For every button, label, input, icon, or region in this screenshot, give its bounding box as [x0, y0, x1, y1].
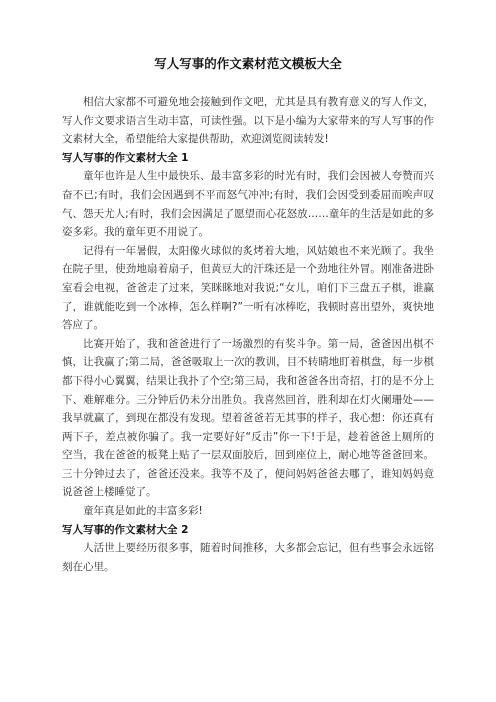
section-1-paragraph-4: 童年真是如此的丰富多彩! — [83, 505, 203, 518]
section-1-paragraph-2: 记得有一年暑假，太阳像火球似的炙烤着大地，风姑娘也不来光顾了。我坐在院子里，使劲地扇着扇子，但黄豆大的汗珠还是一个劲地往外冒。刚准备进卧室看会电视，爸爸走了过来，笑眯眯地对我说;“女儿，咱们下三盘五子棋，谁赢了，谁就能吃到一个冰棒，怎么样啊?”一听有冰棒吃，我顿时喜出望外，爽快地答应了。 — [62, 244, 434, 332]
section-1-paragraph-1: 童年也许是人生中最快乐、最丰富多彩的时光有时，我们会因被人夸赞而兴奋不已;有时，我们会因遇到不平而怒气冲冲;有时，我们会因受到委屈而唉声叹气、怨天尤人;有时，我们会因满足了愿望而心花怒放……童年的生活是如此的多姿多彩。我的童年更不用说了。 — [62, 170, 434, 239]
document-title: 写人写事的作文素材范文模板大全 — [154, 56, 342, 71]
document-body — [62, 93, 434, 576]
section-2-heading: 写人写事的作文素材大全 2 — [62, 523, 189, 536]
intro-paragraph: 相信大家都不可避免地会接触到作文吧，尤其是具有教育意义的写人作文，写人作文要求语言生动丰富，可读性强。以下是小编为大家带来的写人写事的作文素材大全，希望能给大家提供帮助，欢迎浏览阅读转发! — [62, 96, 434, 146]
section-2-paragraph-1: 人活世上要经历很多事，随着时间推移，大多都会忘记，但有些事会永远铭刻在心里。 — [62, 542, 434, 573]
section-1-paragraph-3: 比赛开始了，我和爸爸进行了一场激烈的有奖斗争。第一局，爸爸因出棋不慎，让我赢了;第二局，爸爸吸取上一次的教训，目不转睛地盯着棋盘，每一步棋都下得小心翼翼，结果让我扑了个空;第三局，我和爸爸各出奇招，打的是不分上下、难解难分。三分钟后仍未分出胜负。我喜然回首，胜利却在灯火阑珊处——我早就赢了，到现在都没有发现。望着爸爸若无其事的样子，我心想：你还真有两下子，差点被你骗了。我一定要好好“反击”你一下!于是，趁着爸爸上厕所的空当，我在爸爸的板凳上贴了一层双面胶后，回到座位上，耐心地等爸爸回来。三十分钟过去了，爸爸还没来。我等不及了，便问妈妈爸爸去哪了，谁知妈妈竟说爸爸上楼睡觉了。 — [62, 337, 434, 499]
section-1-heading: 写人写事的作文素材大全 1 — [62, 151, 189, 164]
